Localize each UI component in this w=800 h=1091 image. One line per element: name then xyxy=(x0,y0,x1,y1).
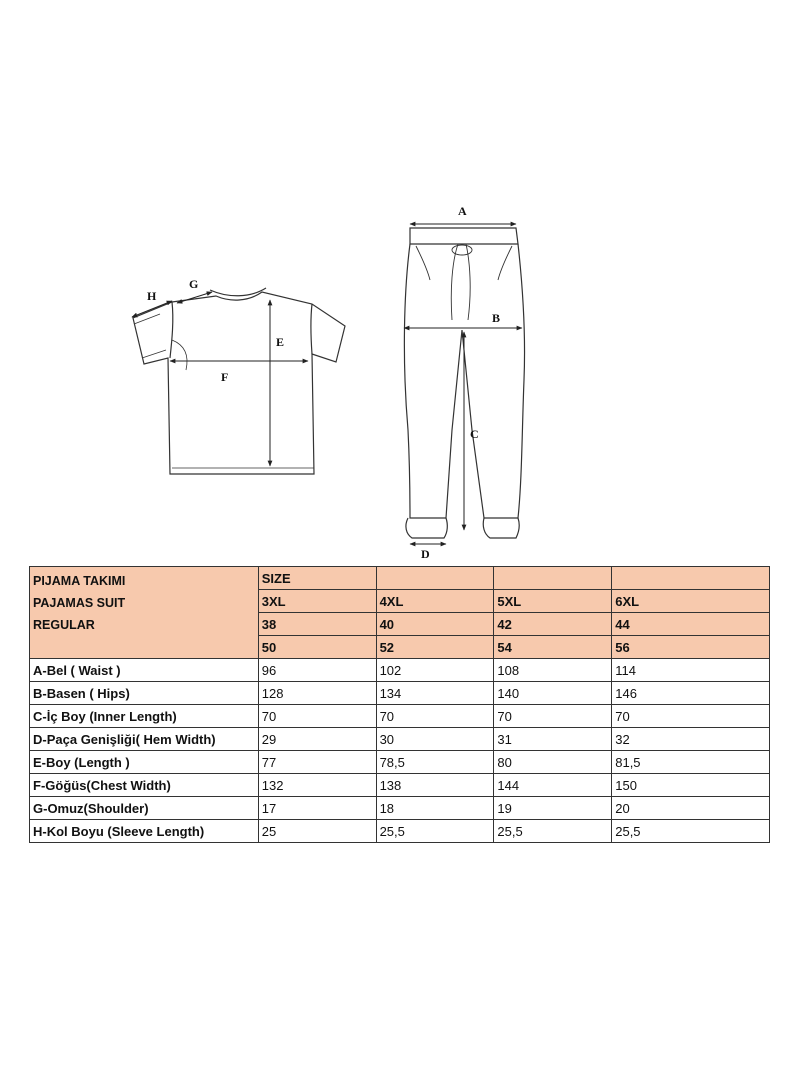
measure-label: F-Göğüs(Chest Width) xyxy=(30,774,259,797)
size-cell: 38 xyxy=(258,613,376,636)
size-header: SIZE xyxy=(258,567,376,590)
size-cell: 40 xyxy=(376,613,494,636)
pants-label-b: B xyxy=(492,311,501,325)
table-row xyxy=(30,774,770,797)
measure-value: 20 xyxy=(612,797,770,820)
measure-value: 70 xyxy=(494,705,612,728)
table-row xyxy=(30,659,770,682)
size-cell: 52 xyxy=(376,636,494,659)
measure-value: 108 xyxy=(494,659,612,682)
measure-value: 30 xyxy=(376,728,494,751)
tshirt-drawing xyxy=(133,288,345,474)
size-cell: 5XL xyxy=(494,590,612,613)
size-cell: 6XL xyxy=(612,590,770,613)
title-line: PIJAMA TAKIMI xyxy=(33,574,126,588)
empty-header-cell xyxy=(494,567,612,590)
measure-value: 18 xyxy=(376,797,494,820)
measure-value: 70 xyxy=(258,705,376,728)
table-row xyxy=(30,705,770,728)
title-line: REGULAR xyxy=(33,618,95,632)
measure-value: 25,5 xyxy=(376,820,494,843)
empty-header-cell xyxy=(612,567,770,590)
measure-value: 81,5 xyxy=(612,751,770,774)
measure-value: 114 xyxy=(612,659,770,682)
size-cell: 4XL xyxy=(376,590,494,613)
size-cell: 54 xyxy=(494,636,612,659)
measure-value: 70 xyxy=(376,705,494,728)
tshirt-label-f: F xyxy=(221,370,229,384)
measure-value: 140 xyxy=(494,682,612,705)
tshirt-label-h: H xyxy=(147,289,157,303)
size-cell: 44 xyxy=(612,613,770,636)
measure-label: C-İç Boy (Inner Length) xyxy=(30,705,259,728)
measure-value: 25,5 xyxy=(494,820,612,843)
size-header-row xyxy=(30,567,770,590)
measure-value: 144 xyxy=(494,774,612,797)
measure-value: 32 xyxy=(612,728,770,751)
measure-value: 132 xyxy=(258,774,376,797)
measure-label: B-Basen ( Hips) xyxy=(30,682,259,705)
size-cell: 42 xyxy=(494,613,612,636)
pants-label-c: C xyxy=(470,427,479,441)
tshirt-measure-lines xyxy=(132,292,308,466)
measure-value: 134 xyxy=(376,682,494,705)
measure-value: 80 xyxy=(494,751,612,774)
pants-label-d: D xyxy=(421,547,430,561)
measure-label: E-Boy (Length ) xyxy=(30,751,259,774)
table-row xyxy=(30,797,770,820)
tshirt-label-g: G xyxy=(189,277,199,291)
measure-label: G-Omuz(Shoulder) xyxy=(30,797,259,820)
measure-label: H-Kol Boyu (Sleeve Length) xyxy=(30,820,259,843)
size-cell: 50 xyxy=(258,636,376,659)
measure-value: 102 xyxy=(376,659,494,682)
table-row xyxy=(30,682,770,705)
table-row xyxy=(30,751,770,774)
measure-value: 19 xyxy=(494,797,612,820)
measure-value: 138 xyxy=(376,774,494,797)
title-line: PAJAMAS SUIT xyxy=(33,596,126,610)
tshirt-label-e: E xyxy=(276,335,285,349)
measure-label: A-Bel ( Waist ) xyxy=(30,659,259,682)
measure-value: 31 xyxy=(494,728,612,751)
measure-label: D-Paça Genişliği( Hem Width) xyxy=(30,728,259,751)
size-cell: 3XL xyxy=(258,590,376,613)
size-cell: 56 xyxy=(612,636,770,659)
table-row xyxy=(30,820,770,843)
measure-value: 150 xyxy=(612,774,770,797)
table-row xyxy=(30,728,770,751)
measure-value: 78,5 xyxy=(376,751,494,774)
measure-value: 128 xyxy=(258,682,376,705)
measure-value: 70 xyxy=(612,705,770,728)
measure-value: 17 xyxy=(258,797,376,820)
size-chart-table xyxy=(29,566,770,843)
pants-measure-lines xyxy=(404,224,522,544)
measure-value: 77 xyxy=(258,751,376,774)
measure-value: 146 xyxy=(612,682,770,705)
pants-label-a: A xyxy=(458,204,467,218)
measure-value: 29 xyxy=(258,728,376,751)
measure-value: 25 xyxy=(258,820,376,843)
table-title xyxy=(30,567,259,659)
measure-value: 25,5 xyxy=(612,820,770,843)
measure-value: 96 xyxy=(258,659,376,682)
empty-header-cell xyxy=(376,567,494,590)
